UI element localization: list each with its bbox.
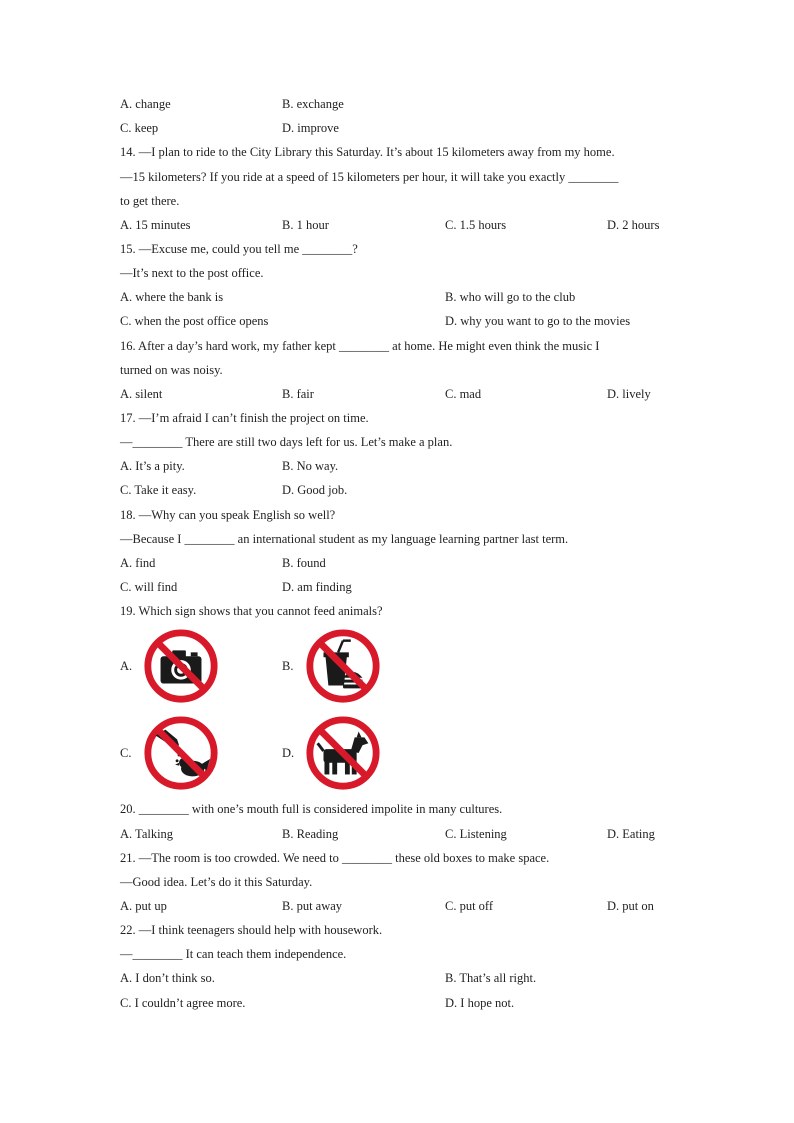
q22-option-a[interactable]: A. I don’t think so. bbox=[120, 971, 215, 985]
q16-stem-line1: 16. After a day’s hard work, my father kept ________ at home. He might even think the music I bbox=[120, 339, 600, 353]
q16-option-d[interactable]: D. lively bbox=[607, 387, 651, 401]
q20-option-a[interactable]: A. Talking bbox=[120, 827, 174, 841]
q21-option-b[interactable]: B. put away bbox=[282, 899, 343, 913]
q13-option-c[interactable]: C. keep bbox=[120, 121, 159, 135]
no-food-drink-icon[interactable] bbox=[304, 627, 382, 705]
no-dogs-icon[interactable] bbox=[304, 714, 382, 792]
q13-option-a[interactable]: A. change bbox=[120, 97, 171, 111]
q16-stem-line2: turned on was noisy. bbox=[120, 363, 223, 377]
q21-option-c[interactable]: C. put off bbox=[445, 899, 494, 913]
q17-stem-line2: —________ There are still two days left for us. Let’s make a plan. bbox=[120, 435, 453, 449]
q21-stem-line2: —Good idea. Let’s do it this Saturday. bbox=[120, 875, 313, 889]
q22-option-b[interactable]: B. That’s all right. bbox=[445, 971, 537, 985]
q18-stem-line1: 18. —Why can you speak English so well? bbox=[120, 508, 336, 522]
q22-option-d[interactable]: D. I hope not. bbox=[445, 996, 515, 1010]
q19-option-d-label[interactable]: D. bbox=[282, 746, 295, 760]
q13-option-d[interactable]: D. improve bbox=[282, 121, 339, 135]
q15-option-c[interactable]: C. when the post office opens bbox=[120, 314, 269, 328]
q15-option-b[interactable]: B. who will go to the club bbox=[445, 290, 576, 304]
q14-stem-line2: —15 kilometers? If you ride at a speed of 15 kilometers per hour, it will take you exactly ________ bbox=[120, 170, 619, 184]
q17-option-d[interactable]: D. Good job. bbox=[282, 483, 348, 497]
q15-option-d[interactable]: D. why you want to go to the movies bbox=[445, 314, 631, 328]
no-feeding-birds-icon[interactable] bbox=[142, 714, 220, 792]
q19-stem-line1: 19. Which sign shows that you cannot feed animals? bbox=[120, 604, 383, 618]
q15-stem-line1: 15. —Excuse me, could you tell me ________? bbox=[120, 242, 358, 256]
q20-option-b[interactable]: B. Reading bbox=[282, 827, 339, 841]
q19-option-b-label[interactable]: B. bbox=[282, 659, 294, 673]
q17-option-c[interactable]: C. Take it easy. bbox=[120, 483, 197, 497]
q18-stem-line2: —Because I ________ an international student as my language learning partner last term. bbox=[120, 532, 569, 546]
q14-stem-line1: 14. —I plan to ride to the City Library this Saturday. It’s about 15 kilometers away from my home. bbox=[120, 145, 615, 159]
q18-option-d[interactable]: D. am finding bbox=[282, 580, 352, 594]
q20-stem-line1: 20. ________ with one’s mouth full is considered impolite in many cultures. bbox=[120, 802, 503, 816]
q14-option-d[interactable]: D. 2 hours bbox=[607, 218, 660, 232]
q21-stem-line1: 21. —The room is too crowded. We need to ________ these old boxes to make space. bbox=[120, 851, 550, 865]
q18-option-b[interactable]: B. found bbox=[282, 556, 326, 570]
q13-option-b[interactable]: B. exchange bbox=[282, 97, 344, 111]
q14-stem-line3: to get there. bbox=[120, 194, 180, 208]
q19-option-a-label[interactable]: A. bbox=[120, 659, 133, 673]
q22-stem-line1: 22. —I think teenagers should help with housework. bbox=[120, 923, 383, 937]
q16-option-c[interactable]: C. mad bbox=[445, 387, 482, 401]
q22-option-c[interactable]: C. I couldn’t agree more. bbox=[120, 996, 246, 1010]
q21-option-a[interactable]: A. put up bbox=[120, 899, 167, 913]
q16-option-b[interactable]: B. fair bbox=[282, 387, 314, 401]
q17-option-a[interactable]: A. It’s a pity. bbox=[120, 459, 185, 473]
q21-option-d[interactable]: D. put on bbox=[607, 899, 654, 913]
q18-option-c[interactable]: C. will find bbox=[120, 580, 178, 594]
q16-option-a[interactable]: A. silent bbox=[120, 387, 163, 401]
q17-option-b[interactable]: B. No way. bbox=[282, 459, 339, 473]
q15-stem-line2: —It’s next to the post office. bbox=[120, 266, 264, 280]
q19-option-c-label[interactable]: C. bbox=[120, 746, 132, 760]
q22-stem-line2: —________ It can teach them independence. bbox=[120, 947, 347, 961]
q14-option-b[interactable]: B. 1 hour bbox=[282, 218, 329, 232]
q14-option-c[interactable]: C. 1.5 hours bbox=[445, 218, 507, 232]
no-camera-icon[interactable] bbox=[142, 627, 220, 705]
q18-option-a[interactable]: A. find bbox=[120, 556, 156, 570]
q20-option-d[interactable]: D. Eating bbox=[607, 827, 655, 841]
q20-option-c[interactable]: C. Listening bbox=[445, 827, 507, 841]
q15-option-a[interactable]: A. where the bank is bbox=[120, 290, 224, 304]
q14-option-a[interactable]: A. 15 minutes bbox=[120, 218, 191, 232]
q17-stem-line1: 17. —I’m afraid I can’t finish the project on time. bbox=[120, 411, 369, 425]
